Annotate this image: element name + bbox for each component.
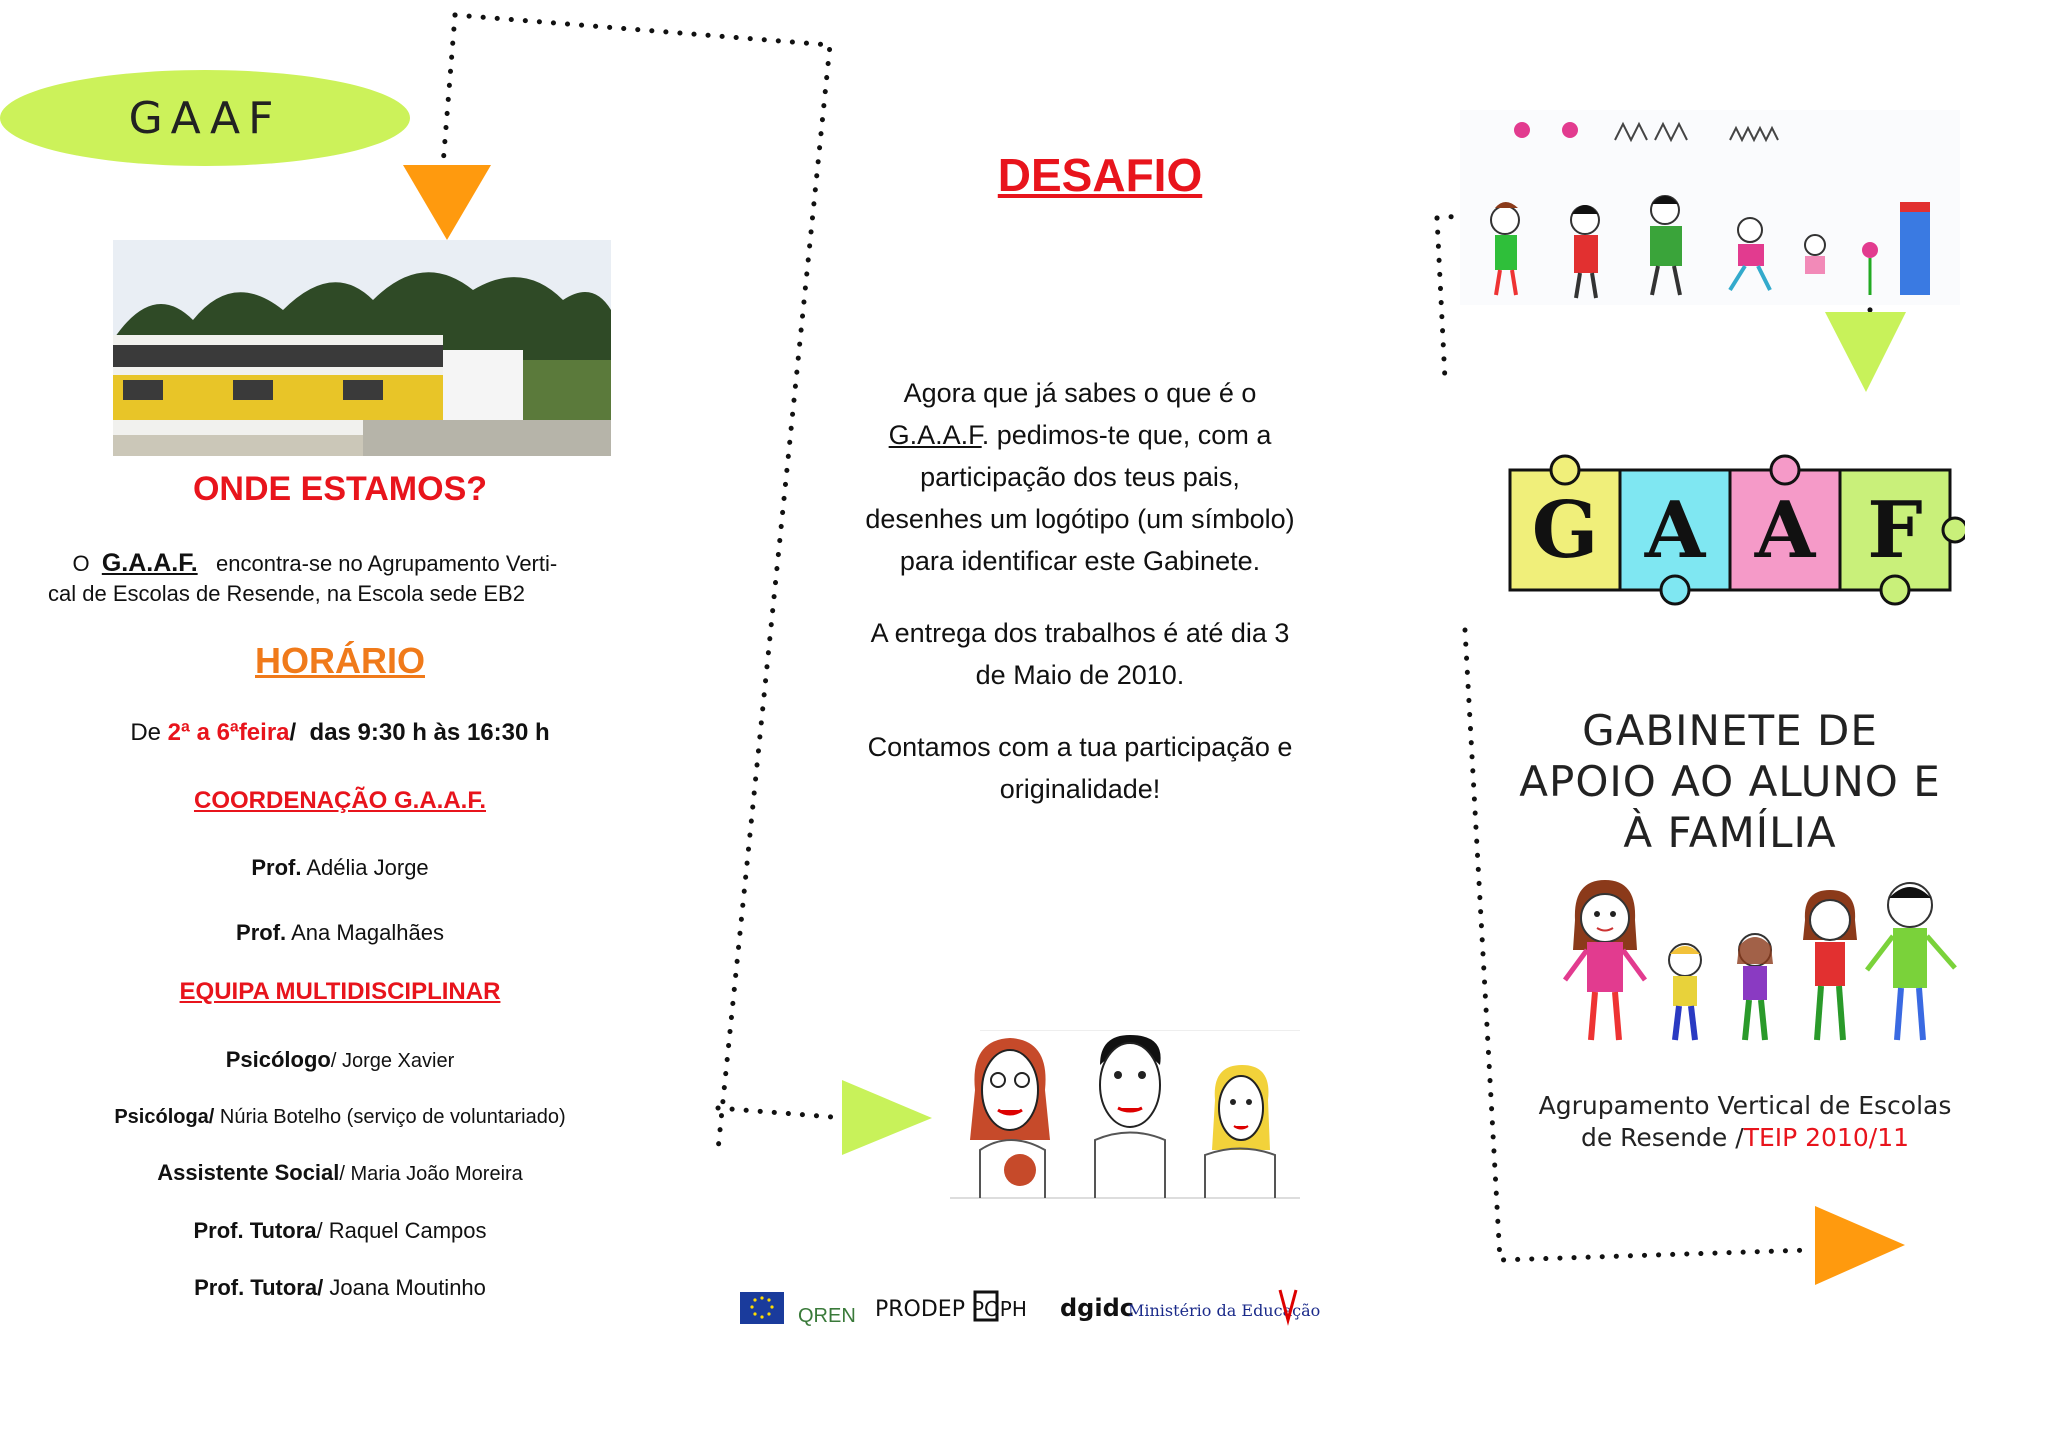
- svg-text:A: A: [1754, 485, 1816, 576]
- agrupamento-subtitle: Agrupamento Vertical de Escolas de Resende /TEIP 2010/11: [1538, 1091, 1952, 1152]
- poph-logo: POPH: [972, 1297, 1027, 1321]
- onde-estamos-heading: ONDE ESTAMOS?: [192, 470, 488, 508]
- gaaf-badge: [0, 70, 410, 166]
- arrow-right-lime: [842, 1080, 932, 1155]
- desafio-paragraph-3: Contamos com a tua participação e originalidade!: [867, 732, 1293, 804]
- arrow-down-lime: [1825, 312, 1906, 392]
- equipa-heading: EQUIPA MULTIDISCIPLINAR: [179, 978, 501, 1005]
- horario-text: De 2ª a 6ªfeira/ das 9:30 h às 16:30 h: [130, 719, 550, 746]
- coordenador-2: Prof. Ana Magalhães: [236, 920, 444, 945]
- team-member-1: Psicólogo/ Jorge Xavier: [225, 1047, 455, 1072]
- family-figures-illustration: [1555, 880, 1965, 1050]
- ministerio-educacao-logo: Ministério da Educação: [1128, 1301, 1320, 1320]
- desafio-heading: DESAFIO: [997, 149, 1203, 201]
- gaaf-badge-label: GAAF: [128, 92, 282, 144]
- arrow-right-orange: [1815, 1206, 1905, 1285]
- prodep-logo: PRODEP: [875, 1297, 965, 1322]
- partner-logos: [740, 1280, 1320, 1340]
- svg-text:G: G: [1531, 485, 1599, 576]
- coordenador-1: Prof. Adélia Jorge: [251, 855, 429, 880]
- qren-logo: QREN: [798, 1305, 856, 1327]
- team-member-2: Psicóloga/ Núria Botelho (serviço de voluntariado): [114, 1106, 566, 1128]
- dgidc-logo: dgidc: [1060, 1294, 1134, 1322]
- onde-estamos-text: O G.A.A.F. encontra-se no Agrupamento Verti- cal de Escolas de Resende, na Escola sede EB2: [48, 549, 558, 606]
- kids-drawing-banner: [1460, 110, 1960, 305]
- team-member-5: Prof. Tutora/ Joana Moutinho: [194, 1275, 486, 1300]
- desafio-paragraph-1: Agora que já sabes o que é o G.A.A.F. pedimos-te que, com a participação dos teus pais, desenhes um logótipo (um símbolo) para identificar este Gabinete.: [865, 378, 1295, 576]
- team-member-4: Prof. Tutora/ Raquel Campos: [193, 1218, 487, 1243]
- svg-text:A: A: [1644, 485, 1706, 576]
- family-drawing-illustration: [950, 1030, 1300, 1200]
- coordenacao-heading: COORDENAÇÃO G.A.A.F.: [193, 787, 486, 814]
- svg-text:F: F: [1867, 485, 1923, 576]
- team-member-3: Assistente Social/ Maria João Moreira: [157, 1160, 523, 1185]
- gaaf-puzzle-logo: [1505, 445, 1965, 615]
- horario-heading: HORÁRIO: [255, 640, 425, 681]
- arrow-down-orange: [403, 165, 491, 240]
- gabinete-title: GABINETE DE APOIO AO ALUNO E À FAMÍLIA: [1519, 706, 1941, 857]
- school-photo: [113, 240, 611, 456]
- desafio-paragraph-2: A entrega dos trabalhos é até dia 3 de Maio de 2010.: [870, 618, 1290, 690]
